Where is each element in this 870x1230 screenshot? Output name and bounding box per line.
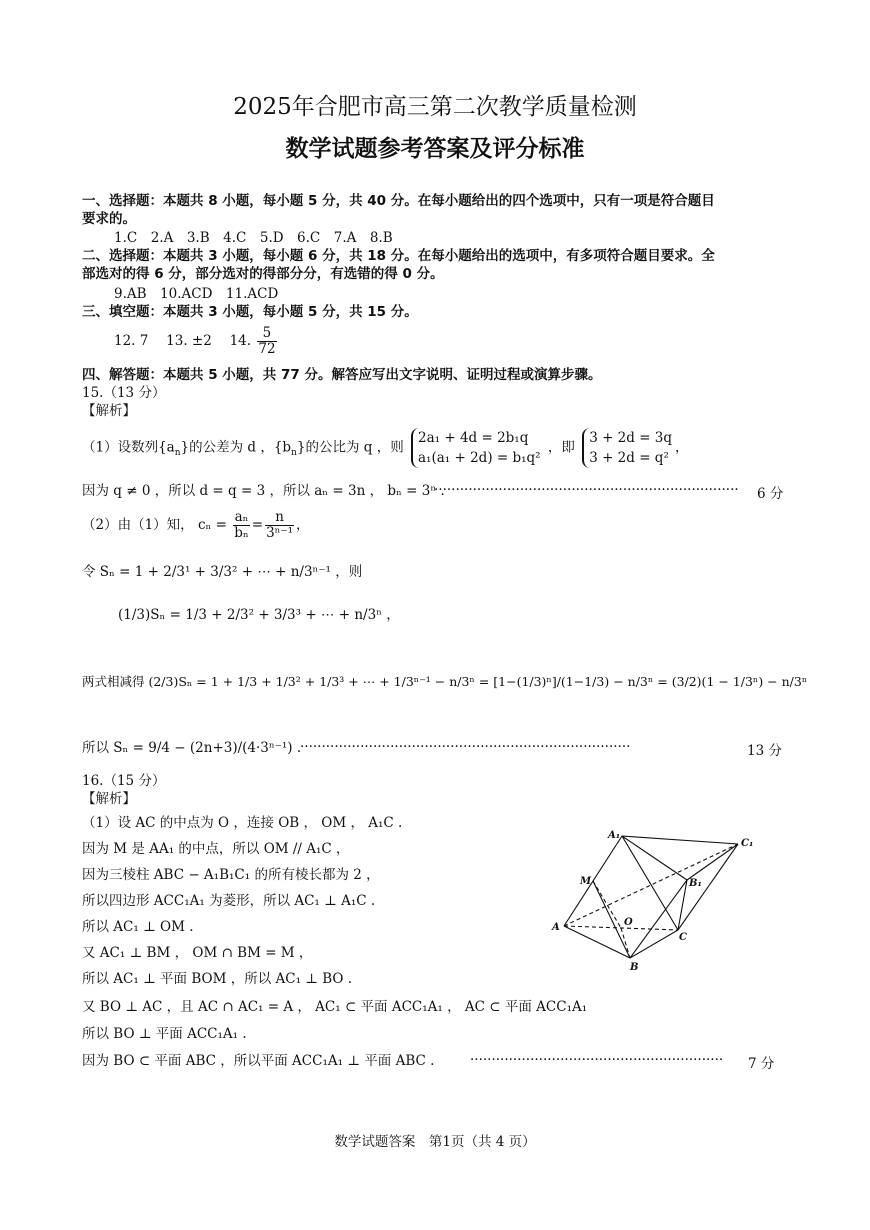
q16-jiexi: 【解析】	[82, 791, 136, 807]
section-4-intro: 四、解答题：本题共 5 小题，共 77 分。解答应写出文字说明、证明过程或演算步骤。	[82, 367, 602, 383]
page-footer: 数学试题答案 第1页（共 4 页）	[334, 1134, 536, 1150]
q16-line-8: 又 BO ⊥ AC ，且 AC ∩ AC₁ = A ， AC₁ ⊂ 平面 ACC₁A₁ ， AC ⊂ 平面 ACC₁A₁	[82, 999, 588, 1015]
q16-line-9: 所以 BO ⊥ 平面 ACC₁A₁ .	[82, 1026, 247, 1042]
label-c1: C₁	[741, 838, 754, 849]
q15-p2-eq: =	[251, 517, 264, 533]
q15-subtract: 两式相减得 (2/3)Sₙ = 1 + 1/3 + 1/3² + 1/3³ + ⋯ + 1/3ⁿ⁻¹ − n/3ⁿ = [1−(1/3)ⁿ]/(1−1/3) − n/3ⁿ = (3/2)(1 − 1/3ⁿ) − n/3ⁿ	[82, 674, 808, 689]
q15-p2-frac2-den: 3ⁿ⁻¹	[266, 525, 294, 541]
edge-a-b	[564, 926, 630, 958]
q15-jiexi: 【解析】	[82, 403, 136, 419]
q15-result: 所以 Sₙ = 9/4 − (2n+3)/(4·3ⁿ⁻¹) .	[82, 740, 302, 756]
prism-figure	[548, 826, 768, 976]
section-2-intro-cont: 部选对的得 6 分，部分选对的得部分分，有选错的得 0 分。	[82, 266, 444, 282]
q16-line-1: （1）设 AC 的中点为 O ，连接 OB ， OM ， A₁C .	[82, 815, 403, 831]
section-3-intro: 三、填空题：本题共 3 小题，每小题 5 分，共 15 分。	[82, 304, 418, 320]
q15-third: (1/3)Sₙ = 1/3 + 2/3² + 3/3³ + ⋯ + n/3ⁿ ，	[118, 607, 400, 623]
answer-14-den: 72	[258, 341, 276, 357]
q15-sys1-line1: 2a₁ + 4d = 2b₁q	[418, 430, 529, 446]
label-m: M	[580, 876, 592, 887]
q15-p2-end: ，	[296, 517, 310, 533]
q15-part2-line1	[82, 510, 310, 541]
q16-line-2: 因为 M 是 AA₁ 的中点，所以 OM // A₁C ，	[82, 841, 350, 857]
edge-a1-c	[622, 836, 678, 930]
q15-p1-mid: }的公差为 d ，{b	[180, 439, 292, 456]
label-b: B	[630, 962, 639, 973]
edge-c-c1	[678, 844, 738, 930]
q15-ling: 令 Sₙ = 1 + 2/3¹ + 3/3² + ⋯ + n/3ⁿ⁻¹ ，则	[82, 564, 363, 580]
q16-line-7: 所以 AC₁ ⊥ 平面 BOM ，所以 AC₁ ⊥ BO .	[82, 971, 353, 987]
q16-line-3: 因为三棱柱 ABC − A₁B₁C₁ 的所有棱长都为 2 ，	[82, 867, 380, 883]
q15-result-leader: ·············································································	[300, 739, 631, 755]
page-title: 2025年合肥市高三第二次教学质量检测	[233, 94, 637, 120]
section-1-intro-cont: 要求的。	[82, 211, 136, 227]
q15-p2-lead: （2）由（1）知， cₙ =	[82, 517, 232, 533]
q16-line-5: 所以 AC₁ ⊥ OM .	[82, 919, 194, 935]
q16-heading: 16.（15 分）	[82, 773, 166, 789]
q15-system-2	[582, 428, 672, 468]
q16-line-10: 因为 BO ⊂ 平面 ABC ，所以平面 ACC₁A₁ ⊥ 平面 ABC .	[82, 1053, 435, 1069]
q15-p2-frac1-den: bₙ	[234, 525, 249, 541]
q15-part1-leader: ·······································································	[434, 482, 739, 498]
q15-p2-frac1	[233, 510, 249, 541]
q16-leader: ···························································	[470, 1052, 724, 1068]
edge-b-b1	[630, 880, 687, 958]
section-1-intro: 一、选择题：本题共 8 小题，每小题 5 分，共 40 分。在每小题给出的四个选项中，只有一项是符合题目	[82, 193, 715, 209]
q15-sys2-line2: 3 + 2d = q²	[589, 450, 669, 466]
page-subtitle: 数学试题参考答案及评分标准	[285, 136, 585, 162]
q15-part1-score: 6 分	[757, 486, 784, 502]
answer-14-fraction	[257, 326, 276, 357]
edge-b-c	[630, 930, 678, 958]
section-3-answers	[114, 326, 279, 357]
q15-p1-ji: ，即	[547, 439, 575, 456]
q15-p2-frac1-num: aₙ	[234, 509, 249, 525]
label-o: O	[624, 917, 633, 928]
q15-part1-line2: 因为 q ≠ 0 ，所以 d = q = 3 ，所以 aₙ = 3n ， bₙ = 3ⁿ .	[82, 483, 445, 499]
section-1-answers: 1.C 2.A 3.B 4.C 5.D 6.C 7.A 8.B	[114, 230, 393, 246]
section-2-answers: 9.AB 10.ACD 11.ACD	[114, 286, 279, 302]
edge-a1-c1	[622, 836, 738, 844]
q16-score: 7 分	[748, 1056, 775, 1072]
label-a: A	[552, 922, 560, 933]
section-3-answers-text: 12. 7 13. ±2 14.	[114, 333, 252, 349]
q15-heading: 15.（13 分）	[82, 385, 166, 401]
label-c: C	[679, 932, 687, 943]
q15-p1-mid2: }的公比为 q ，则	[296, 439, 404, 456]
answer-14-num: 5	[257, 326, 276, 342]
q15-p1-lead: （1）设数列{a	[82, 439, 175, 456]
q16-line-4: 所以四边形 ACC₁A₁ 为菱形，所以 AC₁ ⊥ A₁C .	[82, 893, 376, 909]
q15-p2-frac2	[265, 510, 294, 541]
label-a1: A₁	[608, 830, 621, 841]
q15-p2-frac2-num: n	[265, 510, 294, 526]
q15-part1-line1: （1）设数列$\{a_n\}$的公差为 d ，$\{b_n\}$的公比为 q ，则 2a₁ + 4d = 2b₁q a₁(a₁ + 2d) = b₁q² ，即 3 + 2d = 3q 3 + 2d = q² ，	[82, 430, 689, 466]
edge-b1-c	[678, 880, 687, 930]
q15-result-score: 13 分	[747, 743, 782, 759]
edge-m-o	[593, 881, 621, 928]
edge-a1-b1	[622, 836, 687, 880]
q15-system-1	[411, 428, 541, 468]
q15-sys2-line1: 3 + 2d = 3q	[589, 430, 673, 446]
q15-sys1-line2: a₁(a₁ + 2d) = b₁q²	[418, 450, 541, 466]
q16-line-6: 又 AC₁ ⊥ BM ， OM ∩ BM = M ，	[82, 945, 313, 961]
label-b1: B₁	[689, 878, 702, 889]
edge-b1-c1	[687, 844, 738, 880]
section-2-intro: 二、选择题：本题共 3 小题，每小题 6 分，共 18 分。在每小题给出的选项中，有多项符合题目要求。全	[82, 248, 715, 264]
